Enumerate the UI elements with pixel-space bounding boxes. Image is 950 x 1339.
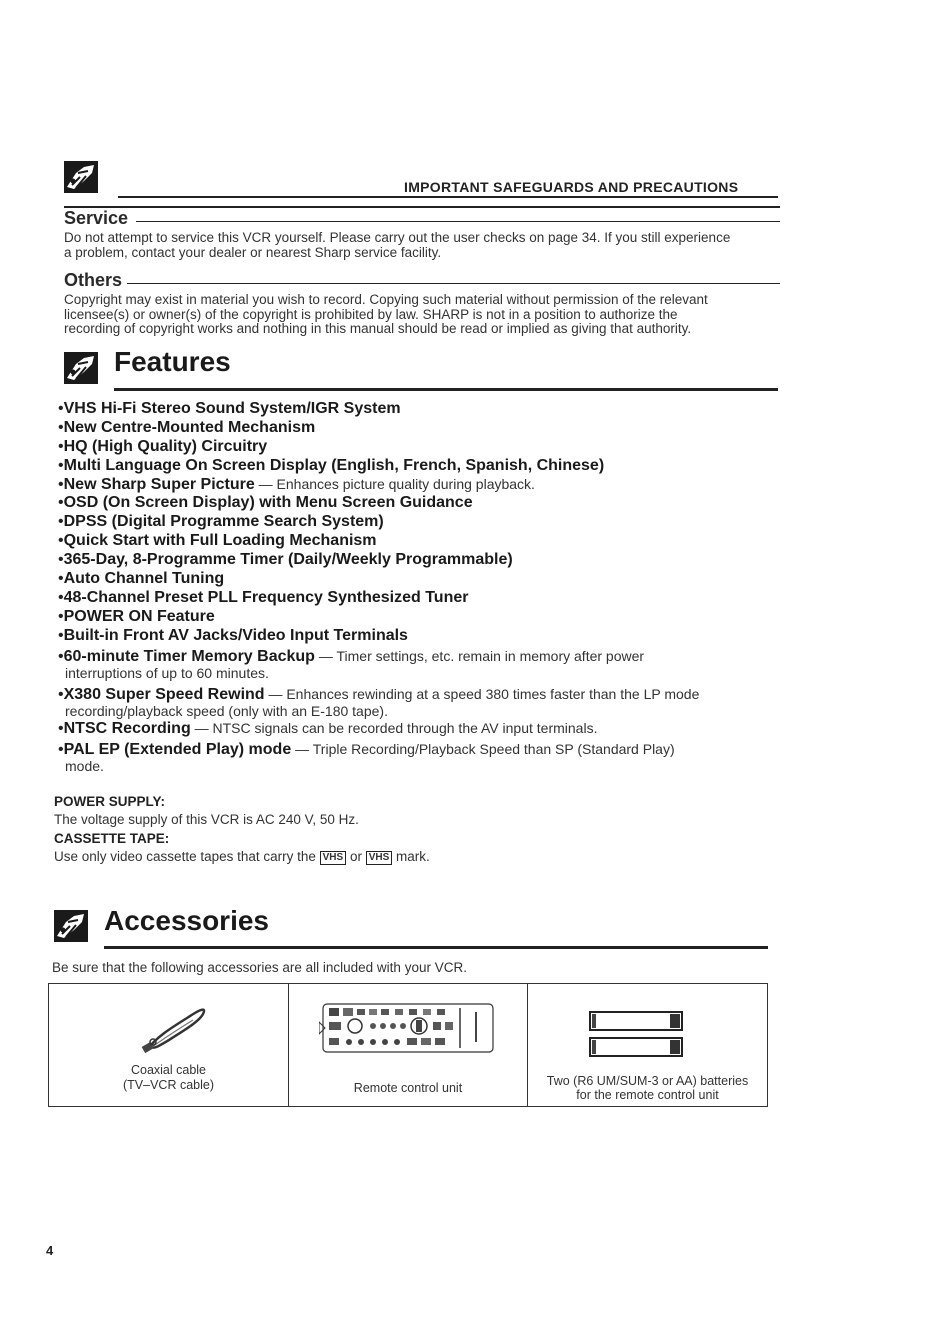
accessories-intro: Be sure that the following accessories are all included with your VCR. [52,960,467,975]
feature-item-title: 365-Day, 8-Programme Timer (Daily/Weekly Programmable) [63,551,513,568]
feature-item-title: Auto Channel Tuning [63,570,225,587]
feature-item: •PAL EP (Extended Play) mode — Triple Recording/Playback Speed than SP (Standard Play) mode. [58,740,778,774]
others-text-line: Copyright may exist in material you wish to record. Copying such material without permission of the relevant [64,292,708,307]
feature-item-description: — Enhances picture quality during playback. [254,476,535,492]
feature-item-title: PAL EP (Extended Play) mode [63,741,292,758]
feature-item-description: — Enhances rewinding at a speed 380 times faster than the LP mode [264,686,700,702]
feature-item: •NTSC Recording — NTSC signals can be recorded through the AV input terminals. [58,720,598,737]
others-text [64,293,784,337]
others-heading: Others [64,270,123,290]
accessories-title: Accessories [104,905,270,936]
vhs-logo-mark: VHS [320,851,347,865]
header-rule-thick [64,206,780,208]
cassette-text-middle: or [346,849,366,864]
remote-control-icon [319,1002,495,1054]
feature-item: •365-Day, 8-Programme Timer (Daily/Weekly Programmable) [58,551,513,568]
page-header-title: IMPORTANT SAFEGUARDS AND PRECAUTIONS [404,179,739,195]
feature-item: •X380 Super Speed Rewind — Enhances rewinding at a speed 380 times faster than the LP mode recording/playback speed (only with an E-180 tape). [58,685,778,719]
feature-item: •New Sharp Super Picture — Enhances picture quality during playback. [58,476,535,493]
feature-item: •OSD (On Screen Display) with Menu Screen Guidance [58,494,473,511]
feature-item-description: — Triple Recording/Playback Speed than SP (Standard Play) [291,741,675,757]
feature-item-title: New Centre-Mounted Mechanism [63,419,316,436]
feature-item-title: OSD (On Screen Display) with Menu Screen Guidance [63,494,473,511]
pen-hand-icon [64,161,98,193]
feature-item-continuation: interruptions of up to 60 minutes. [65,665,269,681]
feature-item-title: NTSC Recording [63,720,191,737]
feature-item-title: VHS Hi-Fi Stereo Sound System/IGR System [63,400,401,417]
feature-item-title: HQ (High Quality) Circuitry [63,438,268,455]
cassette-text-after: mark. [392,849,430,864]
vhs-logo-mark: VHS [366,851,393,865]
feature-item-title: New Sharp Super Picture [63,476,255,493]
feature-item: •HQ (High Quality) Circuitry [58,438,268,455]
feature-item-description: — Timer settings, etc. remain in memory after power [314,648,645,664]
service-text-line: Do not attempt to service this VCR yourself. Please carry out the user checks on page 34. If you still experience [64,230,731,245]
cassette-text-before: Use only video cassette tapes that carry the [54,849,320,864]
feature-item: •Auto Channel Tuning [58,570,225,587]
feature-item: •60-minute Timer Memory Backup — Timer settings, etc. remain in memory after power interruptions of up to 60 minutes. [58,647,778,681]
feature-item-title: Multi Language On Screen Display (English, French, Spanish, Chinese) [63,457,605,474]
accessories-rule [104,946,768,949]
accessories-table [48,983,768,1107]
accessory-label-remote: Remote control unit [353,1081,463,1095]
service-text-line: a problem, contact your dealer or nearest Sharp service facility. [64,244,442,260]
feature-item-title: Quick Start with Full Loading Mechanism [63,532,377,549]
feature-item-title: X380 Super Speed Rewind [63,686,265,703]
feature-item: •POWER ON Feature [58,608,215,625]
pen-hand-icon [54,910,88,942]
feature-item-title: 48-Channel Preset PLL Frequency Synthesized Tuner [63,589,469,606]
accessory-label-cable-1: Coaxial cable [130,1063,207,1077]
feature-item-description: — NTSC signals can be recorded through the AV input terminals. [190,720,598,736]
cassette-tape-label: CASSETTE TAPE: [54,831,170,846]
feature-item: •DPSS (Digital Programme Search System) [58,513,384,530]
feature-item-continuation: mode. [65,758,104,774]
service-heading: Service [64,208,129,228]
others-heading-rule [127,283,780,284]
feature-item-title: Built-in Front AV Jacks/Video Input Terminals [63,627,408,644]
service-heading-rule [136,221,780,222]
power-supply-text: The voltage supply of this VCR is AC 240 V, 50 Hz. [54,812,359,827]
features-title: Features [114,346,231,377]
battery-icon [586,1010,686,1060]
feature-item-title: POWER ON Feature [63,608,215,625]
feature-item: •Multi Language On Screen Display (English, French, Spanish, Chinese) [58,457,605,474]
power-supply-label: POWER SUPPLY: [54,794,166,809]
coaxial-cable-icon [141,998,213,1058]
feature-item: •Built-in Front AV Jacks/Video Input Terminals [58,627,408,644]
page-number: 4 [46,1243,54,1258]
cassette-tape-text [54,850,430,865]
feature-item: •Quick Start with Full Loading Mechanism [58,532,377,549]
feature-item-title: 60-minute Timer Memory Backup [63,648,315,665]
feature-item: •VHS Hi-Fi Stereo Sound System/IGR System [58,400,401,417]
feature-item: •New Centre-Mounted Mechanism [58,419,316,436]
accessory-cell-cable [49,984,289,1106]
accessory-label-batteries-1: Two (R6 UM/SUM-3 or AA) batteries [546,1074,749,1088]
features-rule [114,388,778,391]
others-text-line: licensee(s) or owner(s) of the copyright is prohibited by law. SHARP is not in a position to authorize the [64,306,678,322]
accessory-cell-batteries [528,984,767,1106]
header-rule [118,196,778,198]
accessory-label-cable-2: (TV–VCR cable) [123,1078,214,1092]
accessory-cell-remote [289,984,528,1106]
accessory-label-batteries-2: for the remote control unit [576,1088,719,1102]
feature-item-title: DPSS (Digital Programme Search System) [63,513,384,530]
feature-item: •48-Channel Preset PLL Frequency Synthesized Tuner [58,589,469,606]
feature-item-continuation: recording/playback speed (only with an E-180 tape). [65,703,388,719]
pen-hand-icon [64,352,98,384]
others-text-line: recording of copyright works and nothing in this manual should be read or implied as giving that authority. [64,321,692,336]
service-text [64,231,784,260]
